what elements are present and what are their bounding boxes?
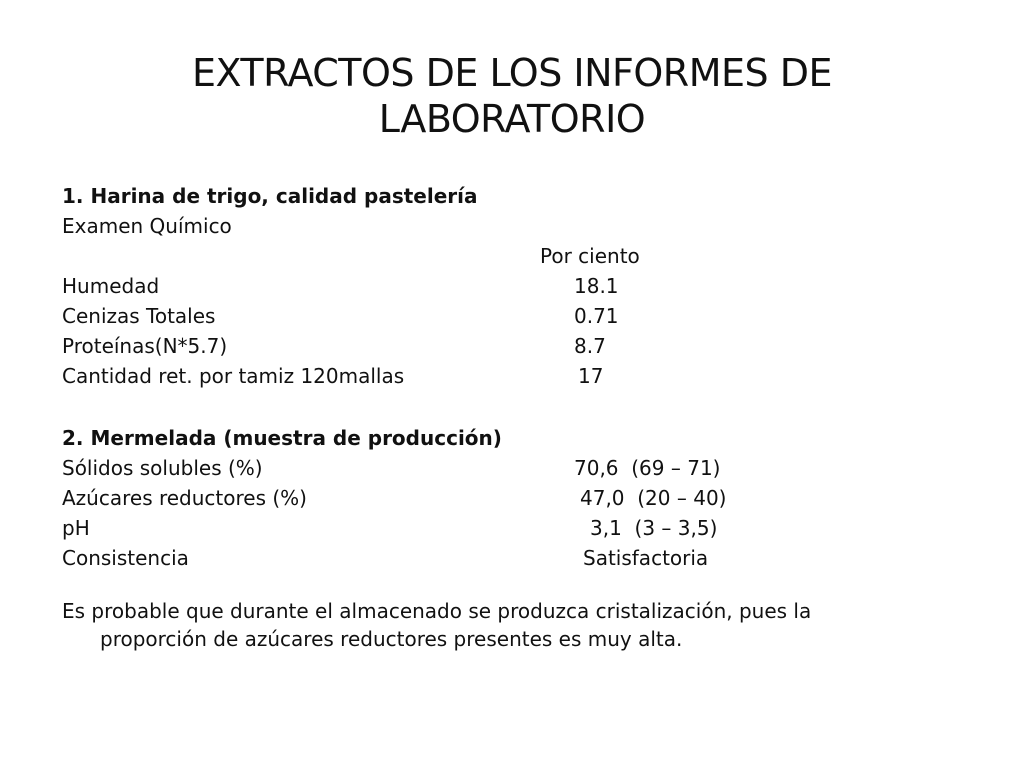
row-value-humedad: 18.1 (574, 274, 619, 298)
row-label-consistencia: Consistencia (62, 546, 189, 570)
row-value-azucares: 47,0 (20 – 40) (580, 486, 727, 510)
column-header-por-ciento: Por ciento (540, 244, 640, 268)
row-label-tamiz: Cantidad ret. por tamiz 120mallas (62, 364, 405, 388)
section1-subheading: Examen Químico (62, 214, 232, 238)
row-label-solidos: Sólidos solubles (%) (62, 456, 263, 480)
title-line-2: LABORATORIO (378, 97, 646, 141)
section1-heading: 1. Harina de trigo, calidad pastelería (62, 184, 478, 208)
conclusion-paragraph (62, 597, 962, 653)
slide-title (0, 50, 1024, 142)
row-value-cenizas: 0.71 (574, 304, 619, 328)
title-line-1: EXTRACTOS DE LOS INFORMES DE (192, 51, 832, 95)
row-label-ph: pH (62, 516, 90, 540)
row-label-azucares: Azúcares reductores (%) (62, 486, 307, 510)
row-value-solidos: 70,6 (69 – 71) (574, 456, 721, 480)
row-label-proteinas: Proteínas(N*5.7) (62, 334, 228, 358)
row-label-cenizas: Cenizas Totales (62, 304, 216, 328)
conclusion-line-1: Es probable que durante el almacenado se produzca cristalización, pues la (62, 599, 812, 623)
section2-heading: 2. Mermelada (muestra de producción) (62, 426, 502, 450)
row-value-proteinas: 8.7 (574, 334, 606, 358)
row-value-ph: 3,1 (3 – 3,5) (590, 516, 718, 540)
conclusion-line-2: proporción de azúcares reductores presentes es muy alta. (100, 627, 683, 651)
row-value-consistencia: Satisfactoria (583, 546, 709, 570)
row-value-tamiz: 17 (578, 364, 604, 388)
row-label-humedad: Humedad (62, 274, 160, 298)
